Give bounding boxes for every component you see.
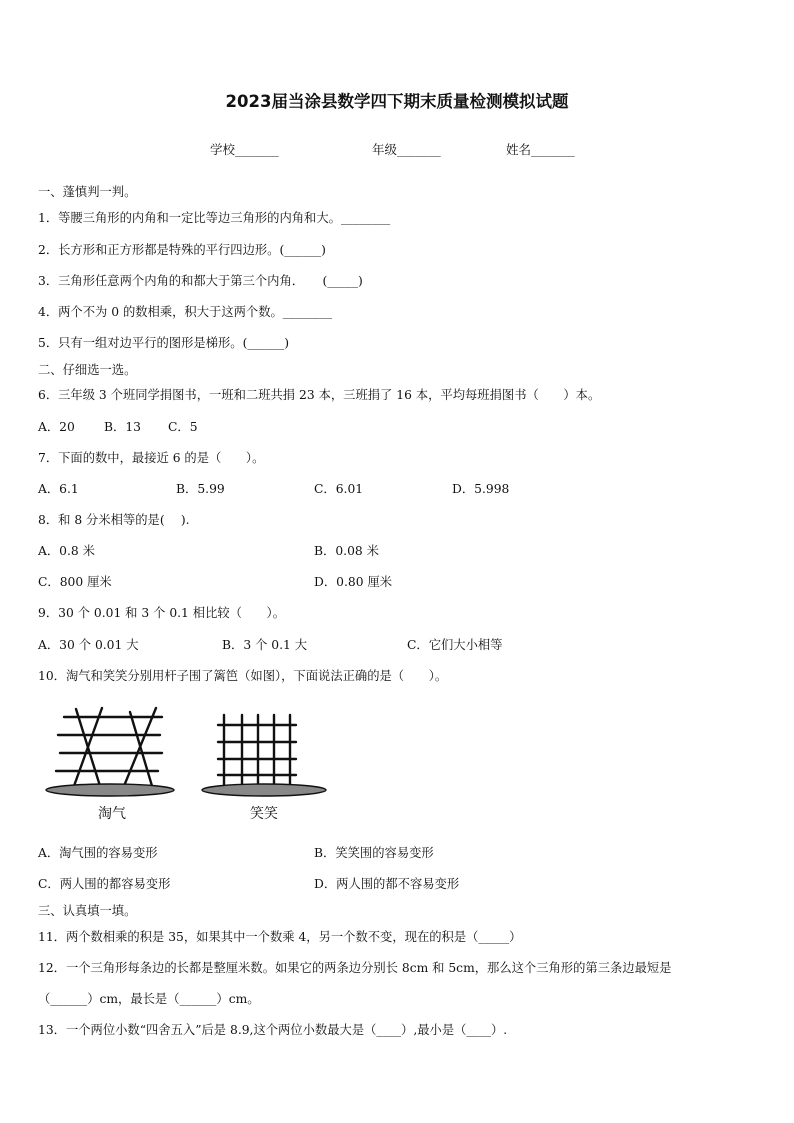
q8-option-d[interactable]: D．0.80 厘米: [314, 575, 393, 589]
page-title: 2023届当涂县数学四下期末质量检测模拟试题: [225, 92, 569, 111]
q9-option-c[interactable]: C．它们大小相等: [407, 638, 503, 652]
question-7: 7．下面的数中，最接近 6 的是（ ）。: [38, 451, 265, 465]
question-2: 2．长方形和正方形都是特殊的平行四边形。(______): [38, 243, 326, 257]
question-5: 5．只有一组对边平行的图形是梯形。(______): [38, 336, 290, 350]
q9-option-b[interactable]: B．3 个 0.1 大: [222, 638, 308, 652]
q8-option-a[interactable]: A．0.8 米: [38, 544, 95, 558]
q7-option-c[interactable]: C．6.01: [314, 482, 364, 496]
grade-field[interactable]: 年级_______: [372, 142, 441, 157]
taoqi-fence-figure: [44, 706, 180, 802]
q10-option-b[interactable]: B．笑笑围的容易变形: [314, 846, 434, 860]
question-13: 13．一个两位小数“四舍五入”后是 8.9,这个两位小数最大是（____）,最小是（____）.: [38, 1023, 508, 1037]
q8-option-c[interactable]: C．800 厘米: [38, 575, 112, 589]
question-1: 1．等腰三角形的内角和一定比等边三角形的内角和大。________: [38, 211, 391, 225]
q7-option-b[interactable]: B．5.99: [176, 482, 225, 496]
name-field[interactable]: 姓名_______: [506, 142, 575, 157]
q8-option-b[interactable]: B．0.08 米: [314, 544, 379, 558]
question-12-continued: （______）cm，最长是（______）cm。: [38, 992, 260, 1006]
section-heading-2: 二、仔细选一选。: [38, 363, 137, 377]
question-10: 10．淘气和笑笑分别用杆子围了篱笆（如图），下面说法正确的是（ ）。: [38, 669, 448, 683]
question-9: 9．30 个 0.01 和 3 个 0.1 相比较（ ）。: [38, 606, 286, 620]
question-6: 6．三年级 3 个班同学捐图书，一班和二班共捐 23 本，三班捐了 16 本，平均每班捐图书（ ）本。: [38, 388, 601, 402]
q9-option-a[interactable]: A．30 个 0.01 大: [38, 638, 139, 652]
q10-option-a[interactable]: A．淘气围的容易变形: [38, 846, 158, 860]
section-heading-1: 一、蓬慎判一判。: [38, 185, 137, 199]
q10-option-d[interactable]: D．两人围的都不容易变形: [314, 877, 460, 891]
q6-option-b[interactable]: B．13: [104, 420, 141, 434]
figure-label-taoqi: 淘气: [98, 806, 126, 822]
q7-option-a[interactable]: A．6.1: [38, 482, 79, 496]
xiaoxiao-fence-figure: [200, 710, 336, 802]
q6-option-a[interactable]: A．20: [38, 420, 75, 434]
question-12: 12．一个三角形每条边的长都是整厘米数。如果它的两条边分别长 8cm 和 5cm，那么这个三角形的第三条边最短是: [38, 961, 672, 975]
q7-option-d[interactable]: D．5.998: [452, 482, 510, 496]
question-4: 4．两个不为 0 的数相乘，积大于这两个数。________: [38, 305, 332, 319]
q6-option-c[interactable]: C．5: [168, 420, 198, 434]
section-heading-3: 三、认真填一填。: [38, 904, 137, 918]
question-3: 3．三角形任意两个内角的和都大于第三个内角． (_____): [38, 274, 363, 288]
question-8: 8．和 8 分米相等的是( ).: [38, 513, 190, 527]
question-11: 11．两个数相乘的积是 35，如果其中一个数乘 4，另一个数不变，现在的积是（_____）: [38, 930, 522, 944]
school-field[interactable]: 学校_______: [210, 142, 279, 157]
q10-option-c[interactable]: C．两人围的都容易变形: [38, 877, 171, 891]
figure-label-xiaoxiao: 笑笑: [250, 806, 278, 822]
